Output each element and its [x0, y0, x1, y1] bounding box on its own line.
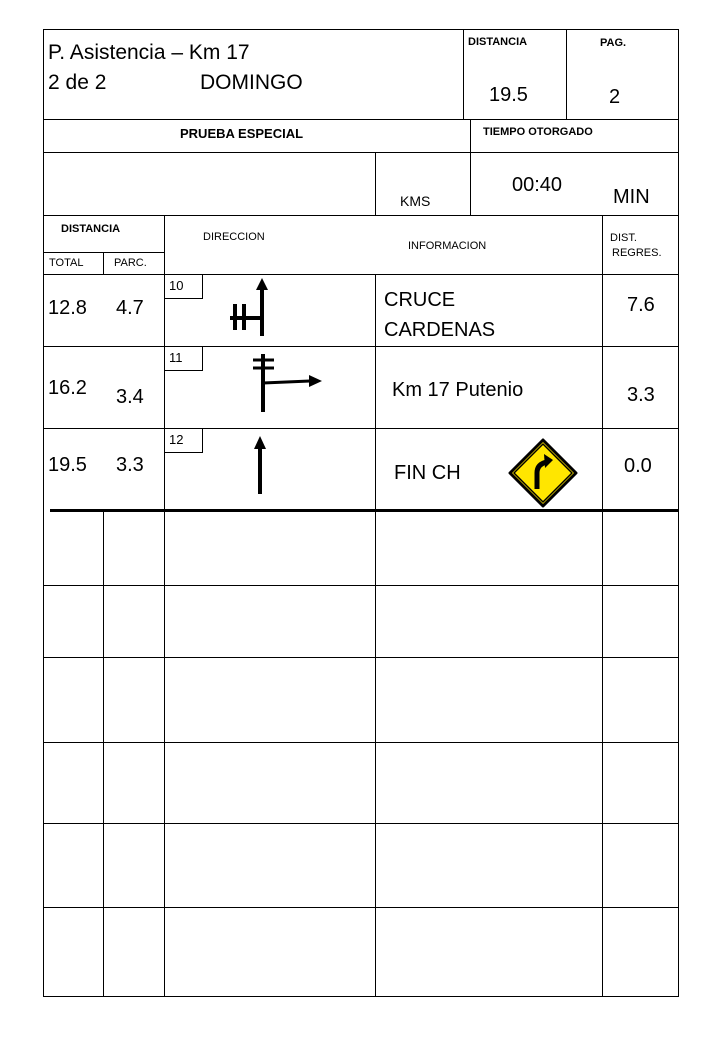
page-value: 2 — [609, 86, 621, 108]
regress-distance: 3.3 — [627, 384, 655, 406]
turn-right-icon — [248, 352, 328, 414]
regress-distance: 7.6 — [627, 294, 655, 316]
row-number-box: 11 — [165, 347, 203, 371]
info-text-line1: CRUCE — [384, 289, 456, 311]
col-distance: DISTANCIA — [61, 223, 121, 235]
crossroads-straight-icon — [220, 278, 280, 338]
info-text-line2: CARDENAS — [384, 319, 496, 341]
section-title: PRUEBA ESPECIAL — [180, 126, 304, 141]
total-distance: 19.5 — [48, 454, 87, 476]
partial-distance: 3.4 — [116, 386, 144, 408]
col-info: INFORMACION — [408, 240, 487, 252]
col-direction: DIRECCION — [203, 231, 265, 243]
time-label: TIEMPO OTORGADO — [483, 126, 593, 138]
partial-distance: 3.3 — [116, 454, 144, 476]
col-total: TOTAL — [49, 257, 84, 269]
stage-title: P. Asistencia – Km 17 — [48, 41, 250, 64]
partial-distance: 4.7 — [116, 297, 144, 319]
straight-arrow-icon — [250, 436, 270, 496]
page-count: 2 de 2 — [48, 71, 107, 94]
curve-right-warning-sign — [507, 437, 579, 509]
distance-value: 19.5 — [489, 84, 528, 106]
col-regress-line1: DIST. — [610, 232, 637, 244]
info-text-line1: FIN CH — [394, 462, 461, 484]
row-number-box: 10 — [165, 275, 203, 299]
regress-distance: 0.0 — [624, 455, 652, 477]
kms-label: KMS — [400, 193, 431, 209]
total-distance: 12.8 — [48, 297, 87, 319]
time-value: 00:40 — [512, 174, 563, 196]
col-regress-line2: REGRES. — [612, 247, 662, 259]
total-distance: 16.2 — [48, 377, 87, 399]
row-number-box: 12 — [165, 429, 203, 453]
time-unit: MIN — [613, 186, 650, 208]
info-text-line1: Km 17 Putenio — [392, 379, 524, 401]
page-label: PAG. — [600, 37, 627, 49]
distance-label: DISTANCIA — [468, 36, 528, 48]
day-label: DOMINGO — [200, 71, 303, 94]
col-partial: PARC. — [114, 257, 147, 269]
